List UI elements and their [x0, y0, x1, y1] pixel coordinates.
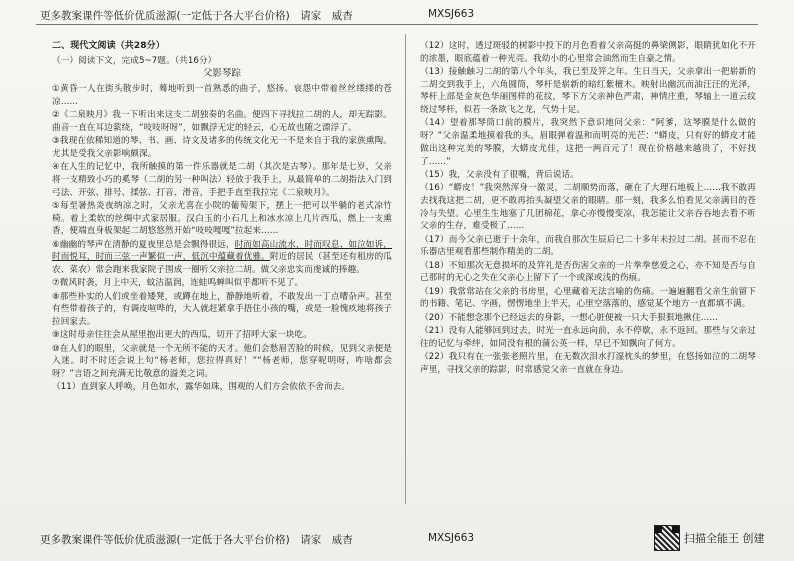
header-code: MXSJ663	[428, 8, 475, 20]
paragraph-1: ①黄昏一人在街头散步时，蓦地听到一首熟悉的曲子，悠扬、哀怨中带着丝丝缕缕的苍凉……	[52, 84, 392, 107]
paragraph-4: ④在人生的记忆中，我所触摸的第一件乐器就是二胡（其次是古琴）。那年是七岁，父亲将一支精致小巧的奚琴（二胡的另一种叫法）轻放于我手上，从最简单的二胡指法入门到弓法、开弦、排号、揉弦、打音、滑音，手把手直至我拉完《二泉映月》。	[52, 162, 392, 198]
paragraph-18: （18）不知那次无意损坏的及笄礼是否伤害父亲的一片拳拳慈爱之心，亦不知是否与自己那时的无心之失在父亲心上留下了一个或深或浅的伤痕。	[420, 260, 756, 284]
reading-instruction: （一）阅读下文，完成5~7题。（共16分）	[52, 55, 217, 66]
paragraph-22: （22）我只有在一张张老照片里，在无数次泪水打湿枕头的梦里，在悠扬如泣的二胡琴声里，寻找父亲的踪影，时常感觉父亲一直就在身边。	[420, 351, 756, 375]
footer-code: MXSJ663	[428, 532, 475, 544]
paragraph-8: ⑧那些朴实的人们或坐着矮凳，或蹲在地上，静静地听着，不敢发出一丁点嘈杂声。甚至有些带着孩子的，有调皮喧哗的，大人就赶紧拿手捂住小孩的嘴，或是一脸愧疚地将孩子拉回家去。	[52, 291, 392, 327]
paragraph-17: （17）而今父亲已逝于十余年，而我自那次生辰后已二十多年未拉过二胡。甚而不忍在乐器店里观看那些制作精美的二胡。	[420, 234, 756, 258]
paragraph-11: （11）直到家人呼唤，月色如水，露华如珠，围观的人们方会依依不舍而去。	[52, 382, 351, 393]
scanner-brand: 扫描全能王 创建	[684, 532, 765, 545]
paragraph-13: （13）接触触习二胡的第八个年头，我已至及笄之年。生日当天，父亲拿出一把崭新的二胡交到我手上，六角圆筒，琴杆是崭新的暗红紫檀木。映射出幽沉而油汪汪的光泽，琴杆上部是金灰色华丽图样的花纹，琴下方父亲神色严肃，神情庄重，琴轴上一道云纹绕过琴杆，似若一条欲飞之龙，气势十足。	[420, 67, 756, 116]
footer-banner	[40, 532, 475, 547]
right-column	[420, 40, 756, 377]
paragraph-16: （16）“蟒皮！”我突然浑身一激灵，二胡顺势而落，砸在了大理石地板上……我不敢再去找我这把二胡，更不敢再抬头凝望父亲的眼睛。那一刻，我多么怕看见父亲满目的苍冷与失望。心里生生地塞了几团棉花，拿心亦慢慢变凉，我怎能让父亲吞吞地去看不听父亲的生存，难受极了……	[420, 183, 756, 232]
paragraph-20: （20）不能想念那个已经远去的身影，一想心脏便被一只大手狠狠地揪住……	[420, 312, 719, 323]
paragraph-14: （14）望着那琴筒口前的膜片，我突然下意识地问父亲：“阿爹，这琴膜是什么做的呀？”父亲温柔地摸着我的头，眉眼弹着温和而明亮的光芒：“蟒皮，只有好的蟒皮才能做出这种完美的琴膜，大蟒皮尤佳，这把一两百元了！现在价格越来越贵了，不好找了……”	[420, 118, 756, 167]
qr-code-icon	[654, 525, 680, 551]
paragraph-12: （12）这时，透过斑驳的树影中投下的月色看着父亲高挺的鼻梁侧影，眼睛犹如化不开的浓墨，眼底蕴着一种光亮。我幼小的心里常会油然而生自豪之情。	[420, 41, 756, 64]
article-title: 父影琴踪	[203, 68, 241, 80]
paragraph-2: ②《二泉映月》我一下听出来这支二胡独奏的名曲。便四下寻找拉二胡的人，却无踪影。曲音一直在耳边萦绕，“吱吱呀呀”，如飘浮无定的轻云，心无故也随之漂浮了。	[52, 110, 392, 133]
section-heading: 二、现代文阅读（共28分）	[52, 41, 165, 51]
header-promo: 更多教案课件等低价优质滋源(一定低于各大平台价格) 请家 威杳	[40, 10, 353, 22]
paragraph-6-underlined: 时而如高山流水，时而叹息、如泣如诉，时而悦耳，时而三弦一声繁似一声，低沉中蕴藏着优雅。	[52, 239, 392, 263]
paragraph-21: （21）没有人能够回到过去，时光一直永远向前，永不停歇，永不返回。那些与父亲过往的记忆与牵绊，如同没有根的蒲公英一样，早已不知飘向了何方。	[420, 325, 756, 349]
header-banner	[40, 8, 754, 28]
left-column	[52, 40, 392, 395]
paragraph-6	[52, 239, 392, 277]
paragraph-9: ⑨这时母亲往往会从屋里抱出更大的西瓜，切开了招呼大家一块吃。	[52, 330, 312, 341]
paragraph-15: （15）我，父亲没有了很嘴，背后说话。	[420, 169, 579, 180]
paragraph-10: ⑩在人们的眼里，父亲就是一个无所不能的天才。他们会愁眉苦脸的时候，见到父亲便是入迷。时不时还会说上句“杨老师，您拉得真好！”“杨老师，您穿呢明呀，咋啥都会呀？”言语之间充满无比敬意的溢美之词。	[52, 343, 392, 379]
paragraph-19: （19）我常常站在父亲的书房里，心里藏着无法言喻的伤痛。一遍遍翻看父亲生前留下的书籍、笔记、字画，愣愣地坐上半天，心里空落落的，感觉某个地方一直都填不满。	[420, 286, 756, 310]
paragraph-3: ③我现在依稀知道的琴、书、画、诗文及诸多的传统文化无一不是来自于我的家族熏陶。尤其是受我父亲影响颇深。	[52, 136, 392, 159]
paragraph-6-start: ⑥幽幽的琴声在清静的夏夜里总是会飘得很远，	[52, 239, 235, 250]
paragraph-6-end: 附近的居民（甚至还有租房的瓜农、菜农）常会跑来我家院子围成一圈听父亲拉二胡。做父亲忠实而虔诚的捧趣。	[52, 252, 392, 275]
paragraph-5: ⑤每至暑热炎夜纳凉之时，父亲尤喜在小院的葡萄架下，摆上一把可以半躺的老式凉竹椅。着上柔软的丝绸中式家居服。汉白玉的小石几上和冰水凉上几片西瓜，燃上一支熏香，便端直身板架起二胡悠悠然开始“吱吱嘎嘎”拉起来……	[52, 200, 392, 237]
header-rule	[36, 24, 758, 25]
paragraph-7: ⑦微风时袭，月上中天，蚊洁温润，连蛙鸣蝉叫似乎都听不见了。	[52, 278, 304, 289]
column-divider	[405, 34, 406, 504]
footer-promo: 更多教案课件等低价优质滋源(一定低于各大平台价格) 请家 威杳	[40, 534, 353, 546]
